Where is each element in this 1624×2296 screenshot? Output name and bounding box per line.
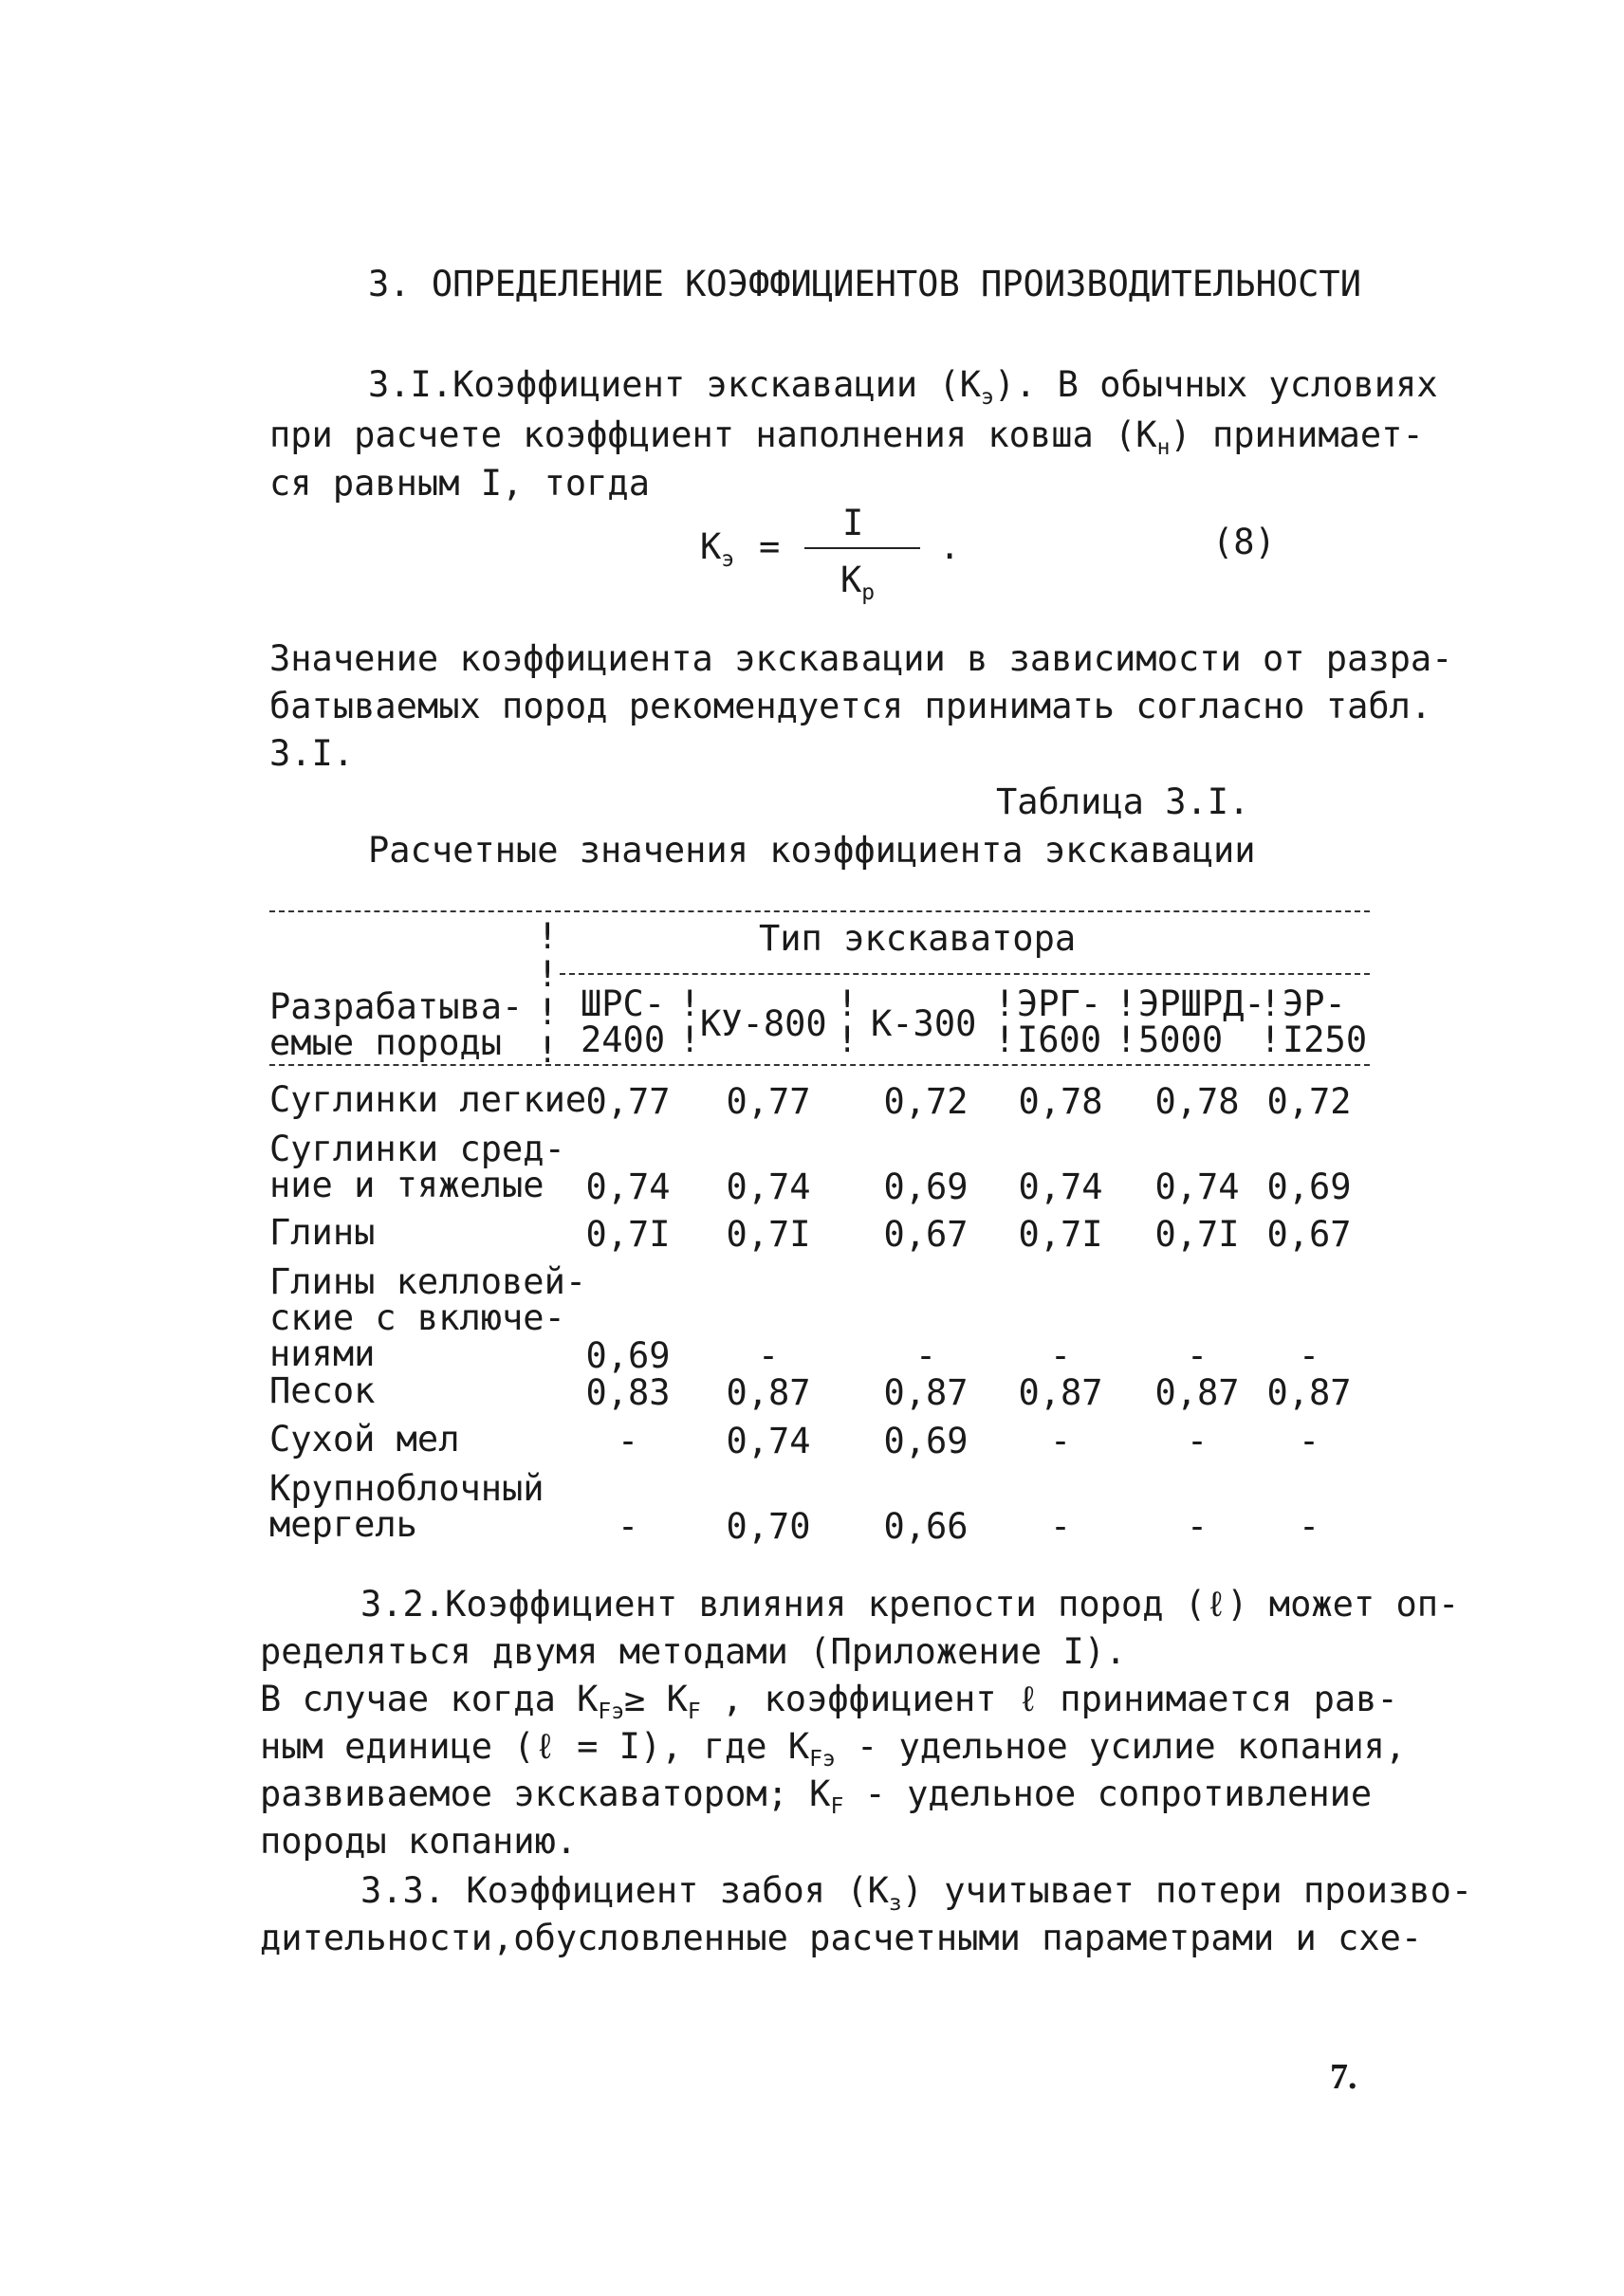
table-cell: 0,77 (726, 1081, 811, 1122)
text: ). В обычных условиях (993, 364, 1438, 405)
para-3-1-line-3: ся равным I, тогда (269, 463, 650, 504)
table-cell: 0,74 (726, 1421, 811, 1461)
l2: I600 (1017, 1019, 1102, 1060)
table-cell: - (914, 1335, 937, 1376)
para-value-line-2: батываемых пород рекомендуется принимать согласно табл. (269, 686, 1432, 726)
formula-numerator: I (842, 503, 864, 543)
table-cell: 0,74 (1018, 1166, 1103, 1207)
table-cell: 0,78 (1154, 1081, 1240, 1122)
formula-equals: = (759, 526, 781, 567)
text: К (700, 526, 722, 567)
table-cell: 0,7I (585, 1214, 671, 1255)
row-label: Сухой мел (269, 1419, 460, 1460)
subscript: Fэ (598, 1699, 625, 1725)
table-cell: 0,74 (726, 1166, 811, 1207)
l2: I250 (1283, 1019, 1368, 1060)
table-cell: 0,74 (1154, 1166, 1240, 1207)
col-header-2 (700, 1003, 827, 1044)
header-separator-2: ! ! (837, 983, 858, 1060)
text: ) учитывает потери произво- (901, 1870, 1473, 1911)
table-cell: 0,69 (883, 1421, 969, 1461)
table-cell: - (1186, 1421, 1209, 1461)
table-group-header: Тип экскаватора (759, 918, 1077, 959)
col0-header-line-1: Разрабатыва- (269, 986, 524, 1027)
table-cell: - (757, 1335, 780, 1376)
table-cell: 0,87 (1266, 1372, 1352, 1413)
text: - удельное усилие копания, (835, 1726, 1407, 1767)
para-3-3-line-1 (360, 1870, 1472, 1916)
row-label: ниями (269, 1333, 376, 1374)
header-separator-3: ! ! (994, 983, 1016, 1060)
table-cell: 0,74 (585, 1166, 671, 1207)
row-label: Глины келловей- (269, 1261, 587, 1302)
table-cell: 0,66 (883, 1506, 969, 1547)
table-cell: - (1049, 1421, 1072, 1461)
row-label: Крупноблочный (269, 1468, 544, 1509)
col0-header-line-2: емые породы (269, 1022, 503, 1063)
subscript: н (1156, 435, 1171, 461)
subscript: з (888, 1891, 902, 1917)
table-cell: 0,7I (1018, 1214, 1103, 1255)
subscript: Fэ (809, 1747, 836, 1773)
table-cell: 0,87 (883, 1372, 969, 1413)
para-3-2-line-3 (260, 1679, 1398, 1724)
formula-dot: . (939, 526, 961, 567)
table-cell: 0,83 (585, 1372, 671, 1413)
fraction-bar (804, 547, 920, 549)
l1: ЭР- (1283, 983, 1346, 1024)
table-cell: 0,87 (1018, 1372, 1103, 1413)
table-cell: 0,67 (1266, 1214, 1352, 1255)
table-cell: - (617, 1506, 639, 1547)
l1: ЭРШРД- (1138, 983, 1265, 1024)
page-number: 7. (1330, 2057, 1357, 2097)
para-3-1-line-1 (368, 364, 1438, 410)
l1: ЭРГ- (1017, 983, 1102, 1024)
text: при расчете коэффциент наполнения ковша (К (269, 414, 1157, 455)
text: 3.I.Коэффициент экскавации (К (368, 364, 982, 405)
para-3-2-line-1: 3.2.Коэффициент влияния крепости пород (ℓ) может оп- (360, 1584, 1460, 1625)
table-cell: - (1049, 1335, 1072, 1376)
table-cell: 0,87 (1154, 1372, 1240, 1413)
table-cell: 0,67 (883, 1214, 969, 1255)
table-cell: 0,72 (883, 1081, 969, 1122)
text: К (840, 560, 862, 600)
formula-denominator (840, 560, 875, 605)
table-cell: - (1298, 1506, 1320, 1547)
l1: К-300 (871, 1003, 977, 1044)
table-header-rule (269, 1064, 1370, 1066)
subscript: э (981, 385, 994, 411)
table-cell: 0,69 (883, 1166, 969, 1207)
table-caption: Расчетные значения коэффициента экскавации (368, 830, 1256, 871)
header-separator-1: ! ! (679, 983, 701, 1060)
text: 3.3. Коэффициент забоя (К (360, 1870, 889, 1911)
formula-number: (8) (1212, 522, 1276, 562)
table-label: Таблица 3.I. (996, 781, 1250, 822)
col-header-4 (1017, 983, 1102, 1060)
text: В случае когда К (260, 1679, 599, 1719)
subscript: э (721, 547, 735, 573)
l2: 5000 (1138, 1019, 1224, 1060)
table-cell: - (1298, 1421, 1320, 1461)
col-header-3 (871, 1003, 976, 1044)
l2: 2400 (581, 1019, 666, 1060)
header-separator-main: ! ! ! ! (537, 916, 559, 1071)
para-3-2-line-6: породы копанию. (260, 1821, 578, 1862)
row-label: ские с включе- (269, 1297, 565, 1338)
table-cell: - (1049, 1506, 1072, 1547)
table-cell: 0,72 (1266, 1081, 1352, 1122)
col-header-6 (1283, 983, 1368, 1060)
l1: КУ-800 (700, 1003, 827, 1044)
table-cell: - (1186, 1335, 1209, 1376)
text: ным единице (ℓ = I), где К (260, 1726, 810, 1767)
table-cell: 0,78 (1018, 1081, 1103, 1122)
subscript: F (687, 1699, 701, 1725)
table-cell: 0,7I (1154, 1214, 1240, 1255)
header-separator-5: ! ! (1260, 983, 1282, 1060)
table-cell: 0,69 (1266, 1166, 1352, 1207)
text: ) принимает- (1170, 414, 1424, 455)
row-label: Глины (269, 1212, 376, 1253)
table-cell: 0,7I (726, 1214, 811, 1255)
l1: ШРС- (581, 983, 666, 1024)
para-3-2-line-5 (260, 1773, 1372, 1819)
row-label: мергель (269, 1504, 417, 1545)
header-separator-4: ! ! (1116, 983, 1137, 1060)
table-cell: 0,77 (585, 1081, 671, 1122)
text: развиваемое экскаватором; К (260, 1773, 831, 1814)
section-title: 3. ОПРЕДЕЛЕНИЕ КОЭФФИЦИЕНТОВ ПРОИЗВОДИТЕЛЬНОСТИ (368, 264, 1361, 304)
table-cell: - (1298, 1335, 1320, 1376)
table-cell: - (617, 1421, 639, 1461)
table-cell: 0,87 (726, 1372, 811, 1413)
table-cell: 0,70 (726, 1506, 811, 1547)
para-3-1-line-2 (269, 414, 1424, 460)
row-label: ние и тяжелые (269, 1165, 544, 1205)
para-value-line-3: 3.I. (269, 733, 355, 774)
table-cell: 0,69 (585, 1335, 671, 1376)
text: , коэффициент ℓ принимается рав- (700, 1679, 1398, 1719)
text: - удельное сопротивление (843, 1773, 1373, 1814)
table-top-rule (269, 910, 1370, 912)
table-cell: - (1186, 1506, 1209, 1547)
subscript: р (861, 580, 876, 606)
subscript: F (830, 1794, 844, 1820)
row-label: Песок (269, 1370, 376, 1411)
para-3-2-line-4 (260, 1726, 1406, 1772)
col-header-5 (1138, 983, 1265, 1060)
para-3-3-line-2: дительности,обусловленные расчетными параметрами и схе- (260, 1918, 1423, 1958)
para-3-2-line-2: ределяться двумя методами (Приложение I). (260, 1631, 1127, 1672)
col-header-1 (581, 983, 666, 1060)
text: ≥ К (624, 1679, 688, 1719)
table-group-rule (560, 973, 1370, 975)
formula-lhs (700, 526, 734, 572)
para-value-line-1: Значение коэффициента экскавации в зависимости от разра- (269, 638, 1453, 679)
row-label: Суглинки легкие (269, 1079, 587, 1120)
row-label: Суглинки сред- (269, 1129, 565, 1169)
